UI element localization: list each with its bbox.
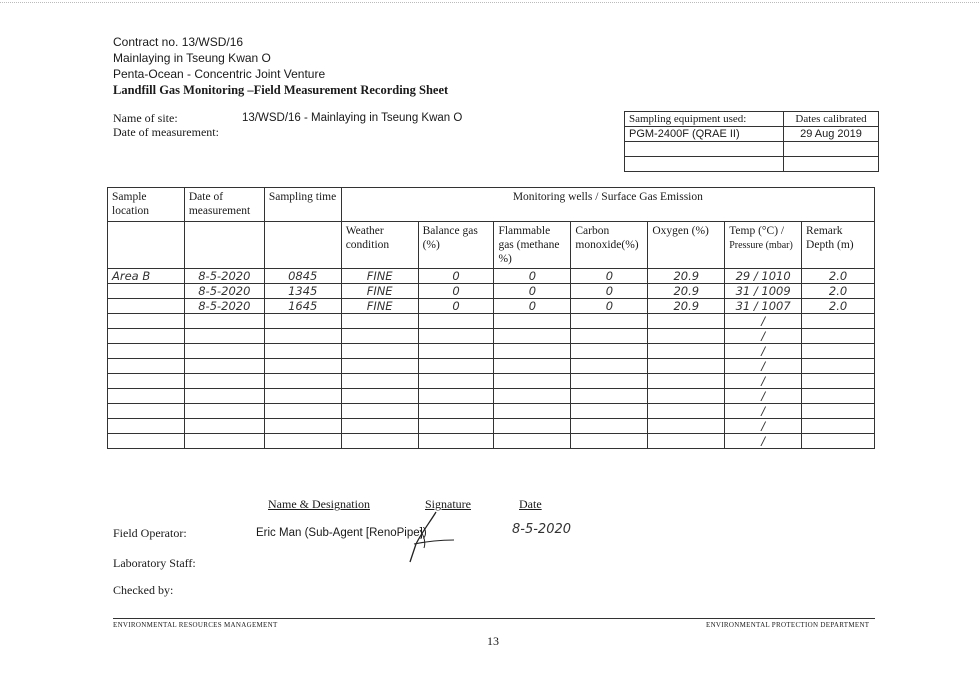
table-row: [108, 419, 875, 434]
contractor-name: Penta-Ocean - Concentric Joint Venture: [113, 67, 326, 81]
cell-temp: /: [725, 329, 802, 344]
cell-carbon: [571, 389, 648, 404]
cell-location: [108, 419, 185, 434]
field-operator-name: Eric Man (Sub-Agent [RenoPipe]): [256, 527, 427, 539]
cell-oxygen: 20.9: [648, 269, 725, 284]
cell-balance: [418, 389, 494, 404]
header-oxygen: Oxygen (%): [648, 222, 725, 269]
cell-oxygen: [648, 314, 725, 329]
cell-depth: 2.0: [802, 284, 875, 299]
cell-oxygen: [648, 374, 725, 389]
cell-weather: [341, 404, 418, 419]
cell-flammable: 0: [494, 269, 571, 284]
equipment-empty-cell: [784, 157, 879, 172]
cell-flammable: [494, 419, 571, 434]
cell-depth: [802, 404, 875, 419]
cell-weather: FINE: [341, 269, 418, 284]
cell-oxygen: [648, 389, 725, 404]
table-row: [108, 299, 875, 314]
sheet-title: Landfill Gas Monitoring –Field Measurement Recording Sheet: [113, 83, 449, 97]
cell-balance: [418, 419, 494, 434]
cell-carbon: [571, 374, 648, 389]
cell-weather: [341, 359, 418, 374]
header-sampling-time: Sampling time: [264, 188, 341, 222]
cell-flammable: [494, 434, 571, 449]
table-row: [108, 314, 875, 329]
header-pressure: Pressure (mbar): [729, 240, 793, 251]
cell-time: [264, 374, 341, 389]
table-row: [108, 389, 875, 404]
cell-balance: [418, 344, 494, 359]
cell-oxygen: [648, 344, 725, 359]
signature-scribble: [400, 508, 460, 568]
cell-carbon: [571, 419, 648, 434]
cell-flammable: [494, 314, 571, 329]
cell-weather: [341, 314, 418, 329]
cell-location: [108, 299, 185, 314]
cell-balance: [418, 434, 494, 449]
table-row: [108, 269, 875, 284]
cell-balance: [418, 374, 494, 389]
field-operator-date: 8-5-2020: [512, 522, 572, 537]
cell-flammable: 0: [494, 299, 571, 314]
calibrated-value: 29 Aug 2019: [784, 127, 879, 142]
cell-temp: /: [725, 434, 802, 449]
cell-carbon: [571, 359, 648, 374]
table-row: [108, 344, 875, 359]
cell-carbon: [571, 314, 648, 329]
cell-oxygen: [648, 404, 725, 419]
cell-temp: 31 / 1007: [725, 299, 802, 314]
page-number: 13: [487, 634, 499, 648]
header-carbon-monoxide: Carbon monoxide(%): [571, 222, 648, 269]
cell-oxygen: 20.9: [648, 284, 725, 299]
equipment-empty-cell: [625, 142, 784, 157]
contract-number: Contract no. 13/WSD/16: [113, 35, 244, 49]
cell-date: [184, 404, 264, 419]
cell-time: [264, 404, 341, 419]
cell-location: [108, 434, 185, 449]
table-row: [108, 434, 875, 449]
equipment-empty-cell: [625, 157, 784, 172]
cell-time: [264, 359, 341, 374]
cell-temp: /: [725, 389, 802, 404]
cell-location: [108, 329, 185, 344]
cell-time: [264, 434, 341, 449]
cell-date: 8-5-2020: [184, 284, 264, 299]
cell-balance: 0: [418, 269, 494, 284]
cell-balance: 0: [418, 299, 494, 314]
measurement-date-label: Date of measurement:: [113, 125, 219, 139]
header-weather: Weather condition: [341, 222, 418, 269]
field-operator-label: Field Operator:: [113, 526, 187, 540]
header-empty: [264, 222, 341, 269]
cell-oxygen: [648, 359, 725, 374]
cell-oxygen: [648, 329, 725, 344]
cell-temp: 31 / 1009: [725, 284, 802, 299]
cell-location: [108, 284, 185, 299]
cell-time: [264, 314, 341, 329]
table-row: [108, 374, 875, 389]
cell-time: 0845: [264, 269, 341, 284]
cell-temp: 29 / 1010: [725, 269, 802, 284]
cell-depth: [802, 314, 875, 329]
equipment-value: PGM-2400F (QRAE II): [625, 127, 784, 142]
cell-flammable: [494, 389, 571, 404]
cell-flammable: [494, 374, 571, 389]
cell-flammable: [494, 359, 571, 374]
table-row: [108, 329, 875, 344]
calibrated-header: Dates calibrated: [784, 112, 879, 127]
cell-time: 1345: [264, 284, 341, 299]
header-balance-gas: Balance gas (%): [418, 222, 494, 269]
cell-balance: [418, 329, 494, 344]
cell-date: [184, 359, 264, 374]
cell-time: [264, 344, 341, 359]
cell-balance: 0: [418, 284, 494, 299]
cell-temp: /: [725, 419, 802, 434]
data-rows: [108, 269, 875, 449]
cell-depth: [802, 329, 875, 344]
site-name-label: Name of site:: [113, 111, 178, 125]
signature-header: Signature: [425, 497, 471, 511]
cell-oxygen: [648, 434, 725, 449]
cell-location: [108, 314, 185, 329]
cell-weather: [341, 344, 418, 359]
cell-flammable: 0: [494, 284, 571, 299]
equipment-header: Sampling equipment used:: [625, 112, 784, 127]
cell-temp: /: [725, 404, 802, 419]
cell-weather: FINE: [341, 299, 418, 314]
name-designation-header: Name & Designation: [268, 497, 370, 511]
table-row: [108, 284, 875, 299]
cell-depth: [802, 359, 875, 374]
cell-date: [184, 374, 264, 389]
header-temp-pressure: [725, 222, 802, 269]
site-name-value: 13/WSD/16 - Mainlaying in Tseung Kwan O: [242, 112, 463, 124]
cell-carbon: 0: [571, 269, 648, 284]
cell-date: [184, 314, 264, 329]
cell-carbon: [571, 404, 648, 419]
cell-date: 8-5-2020: [184, 299, 264, 314]
cell-oxygen: 20.9: [648, 299, 725, 314]
footer-left: ENVIRONMENTAL RESOURCES MANAGEMENT: [113, 621, 278, 629]
header-remark-depth: Remark Depth (m): [802, 222, 875, 269]
header-flammable-gas: Flammable gas (methane %): [494, 222, 571, 269]
cell-weather: FINE: [341, 284, 418, 299]
cell-oxygen: [648, 419, 725, 434]
header-monitoring-group: Monitoring wells / Surface Gas Emission: [341, 188, 874, 222]
cell-carbon: 0: [571, 284, 648, 299]
cell-depth: [802, 344, 875, 359]
cell-date: [184, 419, 264, 434]
cell-date: [184, 344, 264, 359]
cell-time: [264, 389, 341, 404]
cell-location: [108, 344, 185, 359]
cell-depth: [802, 389, 875, 404]
cell-depth: 2.0: [802, 269, 875, 284]
cell-temp: /: [725, 344, 802, 359]
date-header: Date: [519, 497, 542, 511]
lab-staff-label: Laboratory Staff:: [113, 556, 196, 570]
cell-weather: [341, 374, 418, 389]
cell-temp: /: [725, 314, 802, 329]
header-sample-location: Sample location: [108, 188, 185, 222]
cell-date: [184, 434, 264, 449]
cell-depth: [802, 434, 875, 449]
cell-location: Area B: [108, 269, 185, 284]
cell-weather: [341, 419, 418, 434]
cell-carbon: [571, 329, 648, 344]
cell-carbon: 0: [571, 299, 648, 314]
cell-depth: [802, 419, 875, 434]
cell-location: [108, 374, 185, 389]
cell-time: 1645: [264, 299, 341, 314]
cell-carbon: [571, 434, 648, 449]
table-row: [108, 359, 875, 374]
cell-location: [108, 359, 185, 374]
header-temp: Temp (°C) /: [729, 225, 785, 237]
footer-rule: [113, 618, 875, 619]
equipment-table: [624, 111, 879, 172]
cell-flammable: [494, 344, 571, 359]
cell-flammable: [494, 329, 571, 344]
cell-weather: [341, 389, 418, 404]
cell-balance: [418, 359, 494, 374]
cell-weather: [341, 329, 418, 344]
measurement-table: [107, 187, 875, 449]
header-date: Date of measurement: [184, 188, 264, 222]
header-empty: [108, 222, 185, 269]
cell-balance: [418, 314, 494, 329]
cell-date: [184, 389, 264, 404]
table-row: [108, 404, 875, 419]
cell-location: [108, 404, 185, 419]
cell-temp: /: [725, 359, 802, 374]
equipment-empty-cell: [784, 142, 879, 157]
cell-balance: [418, 404, 494, 419]
cell-depth: 2.0: [802, 299, 875, 314]
cell-date: [184, 329, 264, 344]
cell-flammable: [494, 404, 571, 419]
cell-depth: [802, 374, 875, 389]
cell-location: [108, 389, 185, 404]
project-name: Mainlaying in Tseung Kwan O: [113, 51, 271, 65]
scan-top-edge: [0, 2, 979, 9]
cell-weather: [341, 434, 418, 449]
cell-carbon: [571, 344, 648, 359]
checked-by-label: Checked by:: [113, 583, 174, 597]
cell-time: [264, 419, 341, 434]
cell-date: 8-5-2020: [184, 269, 264, 284]
header-empty: [184, 222, 264, 269]
footer-right: ENVIRONMENTAL PROTECTION DEPARTMENT: [706, 621, 870, 629]
cell-time: [264, 329, 341, 344]
cell-temp: /: [725, 374, 802, 389]
